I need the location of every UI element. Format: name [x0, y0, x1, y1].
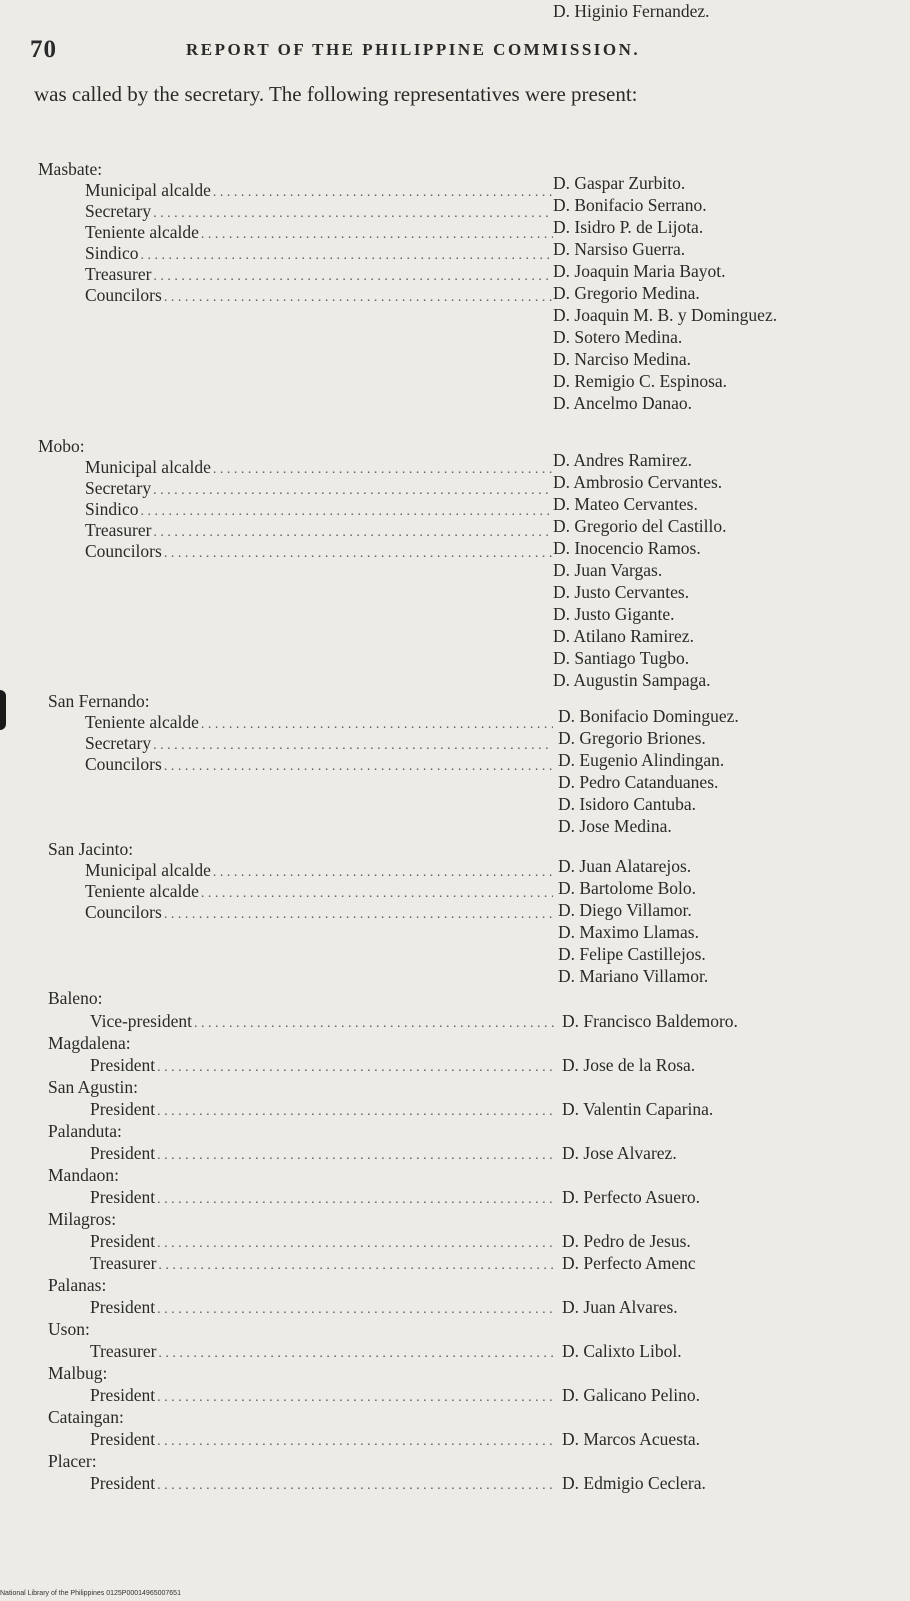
office-line [85, 456, 555, 478]
binding-edge-mark [0, 690, 6, 730]
office-line [85, 263, 555, 285]
office-title: Treasurer [85, 520, 152, 540]
representative-name: D. Galicano Pelino. [562, 1385, 701, 1405]
office-title: Teniente alcalde [85, 712, 199, 732]
place-heading: Palanas: [48, 1275, 107, 1295]
intro-paragraph: was called by the secretary. The following representatives were present: [34, 82, 638, 106]
dot-leader [164, 756, 553, 778]
representative-name: D. Justo Cervantes. [553, 582, 690, 602]
office-line [90, 1098, 558, 1120]
office-line [90, 1186, 558, 1208]
representative-name: D. Diego Villamor. [558, 900, 692, 920]
place-heading: Magdalena: [48, 1033, 131, 1053]
place-heading: San Agustin: [48, 1077, 138, 1097]
representative-name: D. Gregorio Briones. [558, 728, 706, 748]
office-line [85, 179, 555, 201]
place-heading: Malbug: [48, 1363, 108, 1383]
place-heading: Baleno: [48, 988, 103, 1008]
office-title: President [90, 1385, 156, 1405]
dot-leader [194, 1013, 556, 1035]
office-line [85, 859, 555, 881]
representative-name: D. Juan Alatarejos. [558, 856, 692, 876]
place-heading: San Fernando: [48, 691, 150, 711]
place-heading: Masbate: [38, 159, 103, 179]
office-title: Sindico [85, 499, 139, 519]
office-title: Municipal alcalde [85, 180, 211, 200]
office-title: Municipal alcalde [85, 860, 211, 880]
representative-name: D. Mateo Cervantes. [553, 494, 698, 514]
representative-name: D. Pedro de Jesus. [562, 1231, 691, 1251]
office-title: Councilors [85, 541, 162, 561]
representative-name: D. Isidro P. de Lijota. [553, 217, 704, 237]
place-heading: Uson: [48, 1319, 90, 1339]
representative-name: D. Juan Vargas. [553, 560, 663, 580]
office-line [90, 1296, 558, 1318]
representative-name: D. Isidoro Cantuba. [558, 794, 697, 814]
office-line [85, 753, 555, 775]
office-line [85, 242, 555, 264]
office-line [85, 732, 555, 754]
representative-name: D. Joaquin M. B. y Dominguez. [553, 305, 778, 325]
dot-leader [157, 1101, 556, 1123]
representative-name: D. Andres Ramirez. [553, 450, 692, 470]
representative-name: D. Sotero Medina. [553, 327, 683, 347]
office-line [90, 1340, 558, 1362]
office-line [85, 284, 555, 306]
place-heading: Milagros: [48, 1209, 117, 1229]
office-line [90, 1010, 558, 1032]
dot-leader [157, 1145, 556, 1167]
dot-leader [164, 543, 553, 565]
dot-leader [158, 1343, 556, 1365]
representative-name: D. Bonifacio Serrano. [553, 195, 707, 215]
office-title: President [90, 1143, 156, 1163]
office-title: Treasurer [90, 1341, 157, 1361]
office-line [85, 901, 555, 923]
representative-name: D. Pedro Catanduanes. [558, 772, 719, 792]
representative-name: D. Inocencio Ramos. [553, 538, 701, 558]
office-title: Secretary [85, 201, 152, 221]
office-title: Councilors [85, 754, 162, 774]
office-title: Councilors [85, 285, 162, 305]
representative-name: D. Perfecto Asuero. [562, 1187, 701, 1207]
office-line [85, 711, 555, 733]
office-line [90, 1384, 558, 1406]
office-line [90, 1472, 558, 1494]
dot-leader [157, 1475, 556, 1497]
representative-name: D. Valentin Caparina. [562, 1099, 714, 1119]
place-heading: San Jacinto: [48, 839, 134, 859]
dot-leader [158, 1255, 556, 1277]
representative-name: D. Atilano Ramirez. [553, 626, 694, 646]
representative-name: D. Francisco Baldemoro. [562, 1011, 738, 1031]
running-head: REPORT OF THE PHILIPPINE COMMISSION. [186, 40, 641, 59]
office-line [85, 519, 555, 541]
representative-name: D. Ancelmo Danao. [553, 393, 692, 413]
office-line [85, 221, 555, 243]
footer-credit: National Library of the Philippines 0125P00014965007651 [0, 1590, 181, 1597]
office-line [90, 1054, 558, 1076]
dot-leader [157, 1431, 556, 1453]
representative-name: D. Narsiso Guerra. [553, 239, 686, 259]
representative-name: D. Felipe Castillejos. [558, 944, 706, 964]
representative-name: D. Edmigio Ceclera. [562, 1473, 706, 1493]
office-title: Municipal alcalde [85, 457, 211, 477]
dot-leader [157, 1299, 556, 1321]
office-title: President [90, 1231, 156, 1251]
office-title: President [90, 1473, 156, 1493]
representative-name: D. Santiago Tugbo. [553, 648, 690, 668]
office-line [90, 1142, 558, 1164]
office-title: Teniente alcalde [85, 881, 199, 901]
representative-name: D. Ambrosio Cervantes. [553, 472, 723, 492]
representative-name: D. Bartolome Bolo. [558, 878, 697, 898]
representative-name: D. Remigio C. Espinosa. [553, 371, 728, 391]
office-line [85, 200, 555, 222]
representative-name: D. Maximo Llamas. [558, 922, 699, 942]
office-title: Secretary [85, 733, 152, 753]
office-title: President [90, 1297, 156, 1317]
representative-name: D. Gregorio Medina. [553, 283, 700, 303]
dot-leader [157, 1387, 556, 1409]
dot-leader [164, 904, 553, 926]
office-title: President [90, 1429, 156, 1449]
representative-name: D. Jose Alvarez. [562, 1143, 677, 1163]
place-heading: Mobo: [38, 436, 85, 456]
representative-name: D. Higinio Fernandez. [553, 1, 710, 21]
office-title: Secretary [85, 478, 152, 498]
dot-leader [157, 1057, 556, 1079]
representative-name: D. Joaquin Maria Bayot. [553, 261, 726, 281]
office-title: Councilors [85, 902, 162, 922]
representative-name: D. Calixto Libol. [562, 1341, 682, 1361]
office-line [85, 477, 555, 499]
representative-name: D. Gaspar Zurbito. [553, 173, 686, 193]
representative-name: D. Bonifacio Dominguez. [558, 706, 739, 726]
office-title: President [90, 1187, 156, 1207]
representative-name: D. Mariano Villamor. [558, 966, 709, 986]
office-title: Treasurer [85, 264, 152, 284]
representative-name: D. Narciso Medina. [553, 349, 692, 369]
representative-name: D. Jose de la Rosa. [562, 1055, 696, 1075]
place-heading: Cataingan: [48, 1407, 124, 1427]
office-line [90, 1252, 558, 1274]
office-line [85, 540, 555, 562]
office-line [85, 498, 555, 520]
office-line [85, 880, 555, 902]
office-title: President [90, 1055, 156, 1075]
representative-name: D. Marcos Acuesta. [562, 1429, 701, 1449]
representative-name: D. Eugenio Alindingan. [558, 750, 725, 770]
office-line [90, 1230, 558, 1252]
representative-name: D. Gregorio del Castillo. [553, 516, 727, 536]
office-title: Sindico [85, 243, 139, 263]
office-title: President [90, 1099, 156, 1119]
representative-name: D. Justo Gigante. [553, 604, 675, 624]
representative-name: D. Juan Alvares. [562, 1297, 678, 1317]
dot-leader [157, 1189, 556, 1211]
place-heading: Palanduta: [48, 1121, 122, 1141]
office-title: Treasurer [90, 1253, 157, 1273]
place-heading: Placer: [48, 1451, 97, 1471]
place-heading: Mandaon: [48, 1165, 119, 1185]
office-title: Teniente alcalde [85, 222, 199, 242]
representative-name: D. Augustin Sampaga. [553, 670, 711, 690]
page-number: 70 [30, 36, 57, 63]
dot-leader [164, 287, 553, 309]
office-title: Vice-president [90, 1011, 192, 1031]
representative-name: D. Jose Medina. [558, 816, 672, 836]
office-line [90, 1428, 558, 1450]
representative-name: D. Perfecto Amenc [562, 1253, 696, 1273]
